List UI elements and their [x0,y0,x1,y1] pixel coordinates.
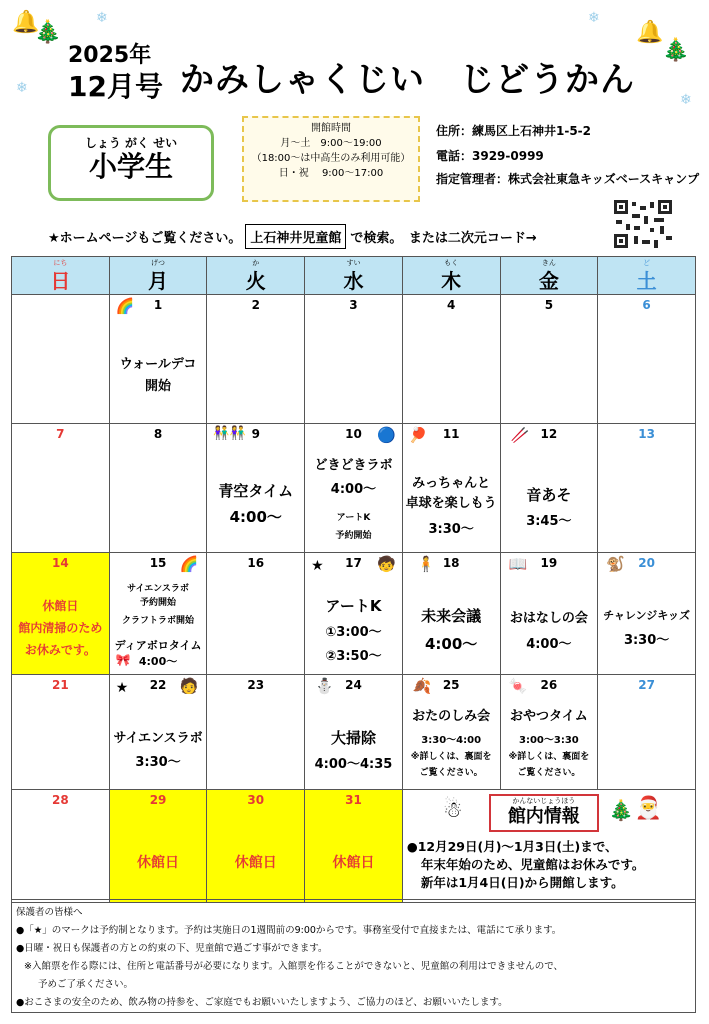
event-note: ※詳しくは、裏面を [410,752,492,762]
day-cell-18[interactable] [402,553,500,675]
day-cell-1[interactable] [109,295,207,424]
facility-info-ruby: かんないじょうほう [512,797,576,805]
day-number: 12 [540,427,558,441]
hours-holiday: 日・祝 9:00～17:00 [278,168,384,179]
day-number: 10 [345,427,362,441]
day-cell-17[interactable] [305,553,403,675]
event-time: 3:00～3:30 [518,735,579,746]
day-cell-empty [12,295,110,424]
weekday-label: 火 [245,269,266,293]
event-time: 4:00～4:35 [314,757,393,772]
day-cell-2[interactable] [207,295,305,424]
note-item: 予めご了承ください。 [38,979,134,990]
weekday-ruby: にち [53,259,68,267]
event-time: 3:45～ [526,514,572,529]
calendar [11,256,696,903]
kid-icon: 🧑 [179,677,199,695]
event-title: サイエンスラボ [127,584,189,594]
weekday-thu [402,257,500,295]
day-cell-22[interactable] [109,675,207,790]
day-cell-21[interactable] [12,675,110,790]
weekday-ruby: げつ [151,259,166,267]
snowflake-icon: ❄ [96,10,108,26]
closed-reason: 館内清掃のため [18,621,103,635]
day-cell-15[interactable] [109,553,207,675]
day-number: 25 [442,678,460,692]
rainbow-icon: 🌈 [179,555,199,573]
closed-label: 休館日 [42,599,79,613]
day-number: 27 [638,678,655,692]
day-cell-19[interactable] [500,553,598,675]
day-cell-26[interactable] [500,675,598,790]
event-title: おやつタイム [509,709,588,724]
weekday-fri [500,257,598,295]
weekday-ruby: もく [444,259,459,267]
day-cell-11[interactable] [402,424,500,553]
issue-year: 2025年 [68,43,152,68]
weekday-header [12,257,696,295]
day-number: 3 [349,298,358,312]
event-title: アートK [336,513,371,523]
day-number: 1 [153,298,163,312]
person-icon: 🧍 [416,555,436,573]
day-number: 18 [442,556,460,570]
event-title: おたのしみ会 [412,709,491,724]
snowman-icon: ☃ [442,798,463,823]
event-time: 4:00～ [425,635,478,653]
category-badge [48,125,214,201]
event-title: サイエンスラボ [113,731,203,746]
closed-label: 休館日 [234,855,277,871]
day-number: 8 [153,427,163,441]
day-cell-6[interactable] [598,295,696,424]
manager: 指定管理者：株式会社東急キッズベースキャンプ [436,172,700,186]
day-number: 4 [446,298,456,312]
opening-hours [242,116,420,202]
homepage-pre: ★ホームページもご覧ください。 [48,231,242,246]
day-cell-30[interactable] [207,790,305,903]
page-title: かみしゃくじい じどうかん [180,60,635,100]
person-icon: 🔵 [377,426,396,444]
facility-info-title-box [489,794,599,832]
event-note: ご覧ください。 [419,768,483,778]
day-cell-13[interactable] [598,424,696,553]
homepage-post: で検索。 または二次元コード→ [350,231,537,246]
day-number: 26 [540,678,558,692]
event-title: 卓球を楽しもう [405,496,497,511]
hours-weekday: 月～土 9:00～19:00 [280,138,382,149]
facility-info-line: ●12月29日(月)～1月3日(土)まで、 [406,839,618,854]
event-time: 3:30～ [135,755,181,770]
event-title: アートK [325,597,382,615]
children-icon: 👫👫 [213,426,246,441]
day-cell-7[interactable] [12,424,110,553]
snowman-icon: ⛄ [315,677,334,695]
notes-heading: 保護者の皆様へ [16,907,83,918]
snowflake-icon: ❄ [680,92,692,108]
day-cell-5[interactable] [500,295,598,424]
closed-label: 休館日 [137,855,180,871]
event-note: ご覧ください。 [517,768,581,778]
event-time: 4:00～ [330,482,377,497]
drumsticks-icon: 🥢 [510,426,530,444]
day-number: 6 [642,298,651,312]
note-item: ●「★」のマークは予約制となります。予約は実施日の1週間前の9:00からです。事務室受付で直接または、電話にて承ります。 [16,925,562,936]
event-title: どきどきラボ [314,458,393,473]
category-ruby: しょう がく せい [84,136,178,150]
weekday-sun [12,257,110,295]
holly-icon: 🎄 [34,20,62,45]
category-label: 小学生 [88,150,173,183]
day-cell-8[interactable] [109,424,207,553]
leaves-icon: 🍂 [412,677,432,695]
event-time: ①3:00～ [325,625,382,640]
day-number: 22 [149,678,167,692]
event-note: 開始 [145,379,172,394]
ping-pong-icon: 🏓 [408,426,428,444]
event-time: 4:00～ [526,637,572,652]
weekday-sat [598,257,696,295]
parent-notes [11,899,696,1013]
weekday-mon [109,257,207,295]
day-number: 15 [149,556,167,570]
day-cell-14[interactable] [12,553,110,675]
address: 住所：練馬区上石神井1-5-2 [436,124,592,138]
event-title: ディアボロタイム [114,639,202,652]
day-cell-3[interactable] [305,295,403,424]
rainbow-icon: 🌈 [115,297,135,315]
reservation-star: ★ [115,680,129,696]
facility-info-line: 年末年始のため、児童館はお休みです。 [420,857,645,872]
facility-info-line: 新年は1月4日(日)から開館します。 [420,875,624,890]
weekday-label: 土 [636,269,657,293]
day-number: 19 [540,556,558,570]
day-number: 30 [247,793,265,807]
day-number: 21 [52,678,69,692]
day-cell-9[interactable] [207,424,305,553]
weekday-label: 水 [343,269,364,293]
day-number: 24 [345,678,362,692]
issue-month: 12月号 [68,70,163,103]
snowflake-icon: ❄ [16,80,28,96]
facility-info-title: 館内情報 [507,806,580,827]
event-note: 予約開始 [335,531,372,541]
event-time: ②3:50～ [325,649,382,664]
reading-icon: 📖 [508,555,528,573]
event-time: 3:30～ [428,522,474,537]
day-cell-28[interactable] [12,790,110,903]
weekday-ruby: か [252,259,260,267]
holly-icon: 🎄 [662,38,690,63]
weekday-ruby: きん [541,259,556,267]
note-item: ●おこさまの安全のため、飲み物の持参を、ご家庭でもお願いいたしますよう、ご協力のほど、お願いいたします。 [16,997,508,1008]
event-title: 大掃除 [330,729,376,747]
hours-weekday-note: （18:00～は中高生のみ利用可能） [251,153,411,164]
event-title: ウォールデコ [119,357,197,372]
weekday-ruby: すい [346,259,361,267]
day-number: 5 [544,298,554,312]
note-item: ※入館票を作る際には、住所と電話番号が必要になります。入館票を作ることができないと、児童館の利用はできませんので、 [24,961,564,972]
homepage-search-key: 上石神井児童館 [245,224,346,249]
event-title: チャレンジキッズ [603,609,691,622]
day-number: 20 [638,556,655,570]
weekday-label: 木 [441,269,462,293]
event-note: ※詳しくは、裏面を [508,752,590,762]
holly-icon: 🔔 [636,20,664,45]
ribbon-icon: 🎀 [115,653,131,667]
homepage-line [48,224,537,249]
facility-info [402,790,695,903]
event-time: 4:00～ [229,508,282,526]
day-number: 7 [56,427,65,441]
snowflake-icon: ❄ [588,10,600,26]
day-number: 29 [149,793,167,807]
day-cell-12[interactable] [500,424,598,553]
day-cell-27[interactable] [598,675,696,790]
weekday-wed [305,257,403,295]
hours-label: 開館時間 [311,123,351,134]
day-cell-20[interactable] [598,553,696,675]
day-cell-31[interactable] [305,790,403,903]
qr-code[interactable] [614,200,672,248]
closed-note: お休みです。 [24,643,96,657]
event-title: みっちゃんと [412,476,491,491]
event-title: 青空タイム [218,482,294,500]
day-cell-10[interactable] [305,424,403,553]
event-title: クラフトラボ開始 [122,616,195,626]
day-number: 13 [638,427,655,441]
day-cell-29[interactable] [109,790,207,903]
day-cell-4[interactable] [402,295,500,424]
day-cell-25[interactable] [402,675,500,790]
christmas-tree-icon: 🎄 [608,798,634,822]
event-time: 3:30～4:00 [421,735,482,746]
day-cell-16[interactable] [207,553,305,675]
weekday-label: 金 [538,269,559,293]
santa-icon: 🎅 [634,796,663,821]
weekday-label: 月 [148,269,169,293]
day-number: 16 [247,556,265,570]
weekday-tue [207,257,305,295]
weekday-ruby: ど [643,259,651,267]
reservation-star: ★ [311,558,324,574]
day-number: 31 [345,793,362,807]
event-time: 4:00～ [138,655,178,668]
weekday-label: 日 [50,269,71,293]
day-number: 14 [52,556,69,570]
facility-info-text [407,838,645,892]
day-number: 2 [251,298,260,312]
event-time: 3:30～ [623,633,670,648]
kid-icon: 🧒 [377,555,396,573]
day-cell-24[interactable] [305,675,403,790]
candy-icon: 🍬 [508,677,528,695]
event-title: 音あそ [526,486,572,504]
day-number: 23 [247,678,265,692]
phone: 電話：3929-0999 [436,149,544,163]
day-number: 28 [52,793,69,807]
event-note: 予約開始 [140,598,177,608]
day-number: 9 [251,427,260,441]
day-cell-23[interactable] [207,675,305,790]
note-item: ●日曜・祝日も保護者の方との約束の下、児童館で過ごす事ができます。 [16,943,328,954]
closed-label: 休館日 [332,855,375,871]
event-title: 未来会議 [421,607,482,625]
holly-icon: 🔔 [12,10,40,35]
day-number: 17 [345,556,362,570]
event-title: おはなしの会 [509,611,588,626]
day-number: 11 [442,427,460,441]
monkey-icon: 🐒 [606,555,625,573]
